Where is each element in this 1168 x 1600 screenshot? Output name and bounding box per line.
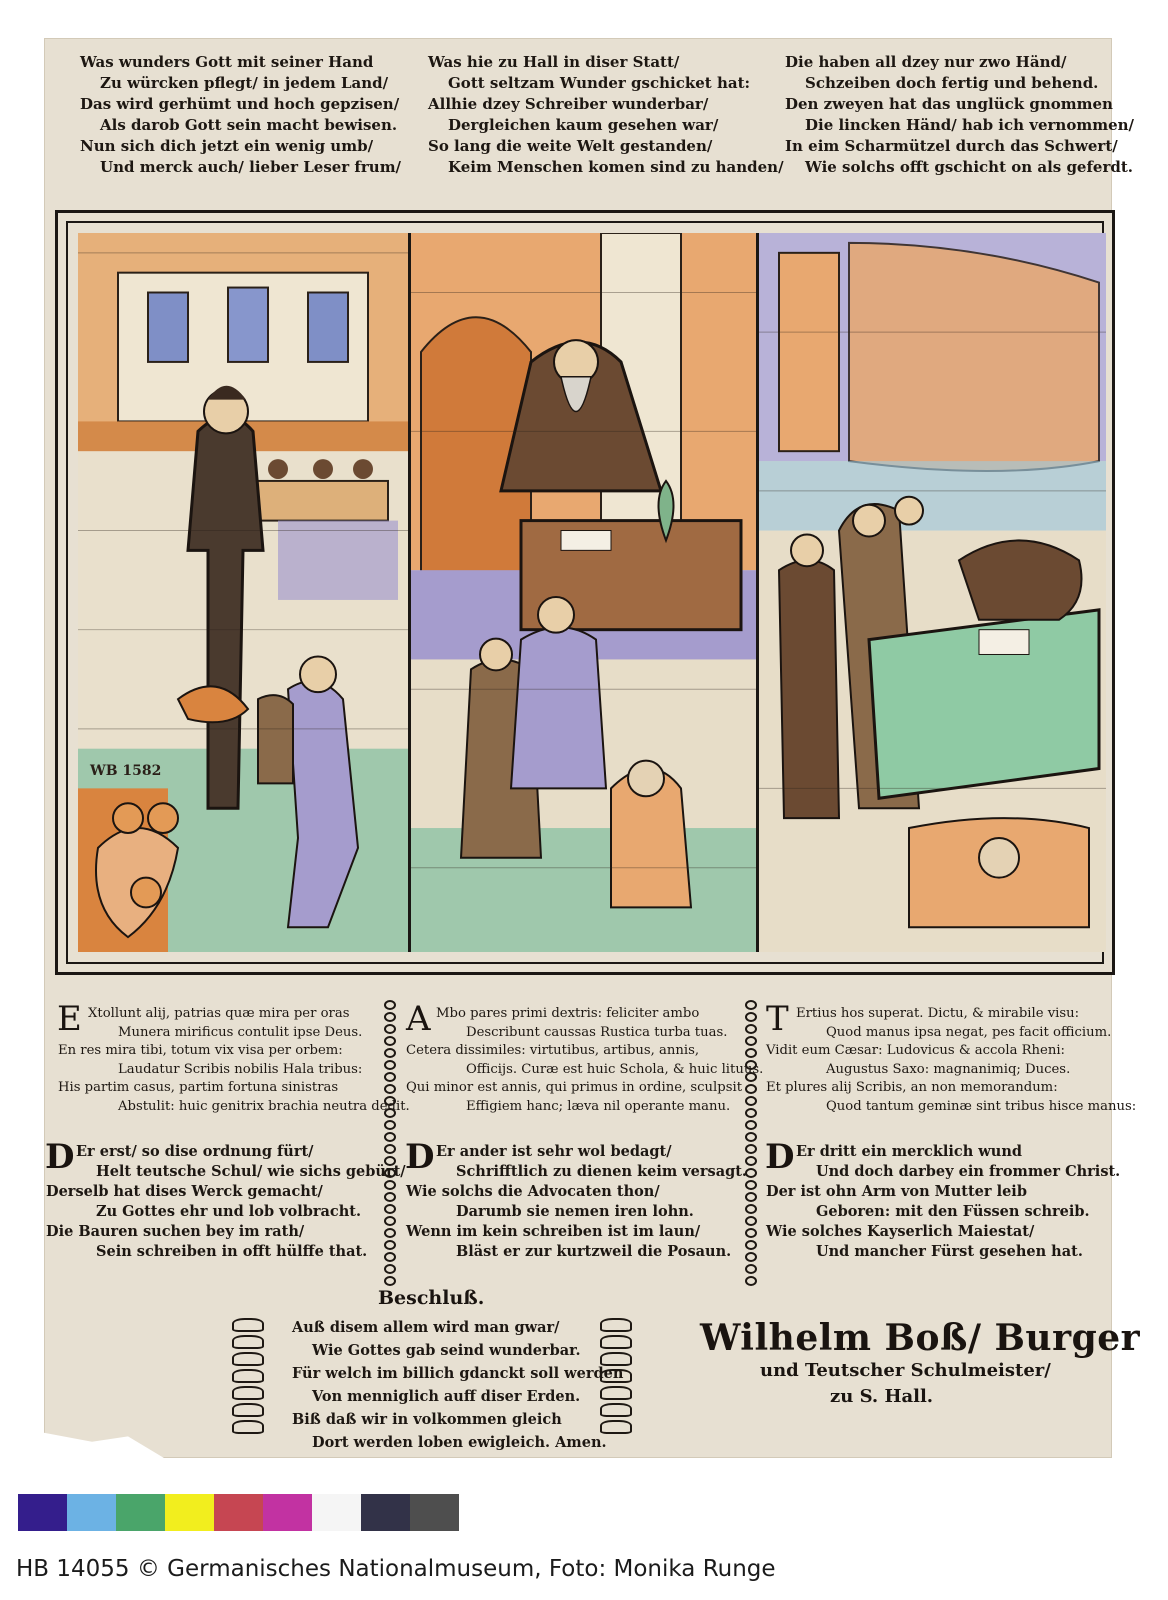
verse-line: His partim casus, partim fortuna sinistras [58, 1080, 339, 1095]
chain-link [384, 1048, 396, 1058]
verse-line: Augustus Saxo: magnanimiq; Duces. [826, 1061, 1071, 1077]
verse-line: Mbo pares primi dextris: feliciter ambo [436, 1006, 700, 1021]
verse-line: Die haben all dzey nur zwo Händ/ [785, 53, 1067, 71]
german-verse-2 [406, 1142, 747, 1262]
author-title: und Teutscher Schulmeister/ [760, 1360, 1051, 1381]
chain-link [745, 1132, 757, 1142]
drop-initial-latin-1: E [57, 999, 82, 1039]
color-swatch [410, 1494, 459, 1531]
verse-line: Ertius hos superat. Dictu, & mirabile visu: [796, 1006, 1080, 1021]
color-swatch [67, 1494, 116, 1531]
verse-line: Cetera dissimiles: virtutibus, artibus, annis, [406, 1043, 700, 1058]
chain-link [745, 1120, 757, 1130]
german-verse-1 [46, 1142, 406, 1262]
verse-line: Helt teutsche Schul/ wie sichs gebürt/ [96, 1163, 406, 1180]
latin-verse-2 [406, 1005, 764, 1116]
verse-line: Den zweyen hat das unglück gnommen [785, 95, 1113, 113]
latin-verse-3 [766, 1005, 1137, 1116]
verse-line: Laudatur Scribis nobilis Hala tribus: [118, 1061, 363, 1077]
verse-line: Xtollunt alij, patrias quæ mira per oras [88, 1006, 350, 1021]
verse-line: En res mira tibi, totum vix visa per orbem: [58, 1043, 343, 1058]
verse-line: Wie solchs die Advocaten thon/ [406, 1183, 660, 1200]
ornament-scroll [232, 1352, 264, 1366]
woodcut-frame [55, 210, 1115, 975]
chain-link [384, 1156, 396, 1166]
verse-line: Was hie zu Hall in diser Statt/ [428, 53, 680, 71]
chain-link [745, 1144, 757, 1154]
verse-line: Keim Menschen komen sind zu handen/ [448, 158, 784, 176]
drop-initial-german-3: D [765, 1137, 795, 1177]
panel-schoolmaster [78, 233, 411, 952]
chain-link [384, 1276, 396, 1286]
chain-link [384, 1228, 396, 1238]
verse-line: Der ist ohn Arm von Mutter leib [766, 1183, 1027, 1200]
verse-line: Nun sich dich jetzt ein wenig umb/ [80, 137, 374, 155]
verse-line: In eim Scharmützel durch das Schwert/ [785, 137, 1118, 155]
color-swatch [214, 1494, 263, 1531]
verse-line: So lang die weite Welt gestanden/ [428, 137, 713, 155]
verse-line: Wie solches Kayserlich Maiestat/ [766, 1223, 1035, 1240]
chain-link [745, 1180, 757, 1190]
conclusion-verse [292, 1316, 623, 1454]
verse-line: Und doch darbey ein frommer Christ. [816, 1163, 1121, 1180]
verse-line: Describunt caussas Rustica turba tuas. [466, 1024, 728, 1040]
color-swatch [116, 1494, 165, 1531]
verse-line: Dort werden loben ewigleich. Amen. [312, 1434, 607, 1451]
verse-line: Er dritt ein mercklich wund [796, 1143, 1023, 1160]
chain-link [384, 1168, 396, 1178]
chain-link [384, 1000, 396, 1010]
chain-link [745, 1012, 757, 1022]
column-divider-left [382, 1000, 398, 1288]
ornament-scroll [232, 1318, 264, 1332]
panel-foot-writer [759, 233, 1106, 952]
chain-link [745, 1036, 757, 1046]
verse-line: Effigiem hanc; læva nil operante manu. [466, 1098, 731, 1114]
chain-link [384, 1084, 396, 1094]
verse-line: Et plures alij Scribis, an non memorandum: [766, 1080, 1058, 1095]
woodcut-inner-border [66, 221, 1104, 964]
chain-link [384, 1180, 396, 1190]
verse-line: Schrifftlich zu dienen keim versagt. [456, 1163, 747, 1180]
verse-line: Quod manus ipsa negat, pes facit officium. [826, 1024, 1112, 1040]
verse-line: Munera mirificus contulit ipse Deus. [118, 1024, 363, 1040]
verse-line: Als darob Gott sein macht bewisen. [100, 116, 398, 134]
chain-link [745, 1048, 757, 1058]
latin-verse-1 [58, 1005, 410, 1116]
verse-line: Wie solchs offt gschicht on als geferdt. [805, 158, 1134, 176]
color-swatch [312, 1494, 361, 1531]
column-divider-right [743, 1000, 759, 1288]
ornament-scroll [232, 1335, 264, 1349]
chain-link [384, 1072, 396, 1082]
verse-line: Officijs. Curæ est huic Schola, & huic lituus. [466, 1061, 764, 1077]
german-verse-3 [766, 1142, 1121, 1262]
chain-link [745, 1108, 757, 1118]
chain-link [384, 1024, 396, 1034]
verse-line: Von menniglich auff diser Erden. [312, 1388, 581, 1405]
verse-line: Derselb hat dises Werck gemacht/ [46, 1183, 323, 1200]
top-verse-1 [80, 52, 401, 178]
conclusion-heading: Beschluß. [378, 1287, 485, 1309]
verse-line: Zu Gottes ehr und lob volbracht. [96, 1203, 362, 1220]
chain-link [384, 1216, 396, 1226]
chain-link [745, 1264, 757, 1274]
chain-link [384, 1036, 396, 1046]
top-verse-3 [785, 52, 1134, 178]
top-verse-2 [428, 52, 784, 178]
verse-line: Zu würcken pflegt/ in jedem Land/ [100, 74, 389, 92]
chain-link [384, 1204, 396, 1214]
verse-line: Für welch im billich gdanckt soll werden [292, 1365, 624, 1382]
verse-line: Was wunders Gott mit seiner Hand [80, 53, 374, 71]
ornament-scroll [232, 1386, 264, 1400]
color-swatch [165, 1494, 214, 1531]
author-signature-block [700, 1317, 1141, 1410]
verse-line: Das wird gerhümt und hoch gepzisen/ [80, 95, 400, 113]
ornament-scroll [232, 1420, 264, 1434]
verse-line: Darumb sie nemen iren lohn. [456, 1203, 694, 1220]
chain-link [745, 1096, 757, 1106]
verse-line: Sein schreiben in offt hülffe that. [96, 1243, 368, 1260]
verse-line: Dergleichen kaum gesehen war/ [448, 116, 719, 134]
chain-link [384, 1132, 396, 1142]
chain-link [745, 1276, 757, 1286]
chain-link [384, 1252, 396, 1262]
chain-link [384, 1120, 396, 1130]
chain-link [384, 1192, 396, 1202]
verse-line: Und merck auch/ lieber Leser frum/ [100, 158, 402, 176]
chain-link [384, 1108, 396, 1118]
verse-line: Er ander ist sehr wol bedagt/ [436, 1143, 672, 1160]
verse-line: Vidit eum Cæsar: Ludovicus & accola Rheni: [766, 1043, 1066, 1058]
schoolmaster-scene [78, 233, 408, 952]
chain-link [745, 1216, 757, 1226]
color-calibration-bar [18, 1494, 459, 1531]
verse-line: Quod tantum geminæ sint tribus hisce manus: [826, 1098, 1137, 1114]
chain-link [384, 1060, 396, 1070]
monogram: WB 1582 [90, 763, 162, 779]
verse-line: Wie Gottes gab seind wunderbar. [312, 1342, 581, 1359]
chain-link [745, 1060, 757, 1070]
chain-link [745, 1204, 757, 1214]
color-swatch [18, 1494, 67, 1531]
chain-link [384, 1012, 396, 1022]
verse-line: Und mancher Fürst gesehen hat. [816, 1243, 1083, 1260]
verse-line: Schzeiben doch fertig und behend. [805, 74, 1099, 92]
verse-line: Die Bauren suchen bey im rath/ [46, 1223, 305, 1240]
ornament-scroll [232, 1403, 264, 1417]
color-swatch [263, 1494, 312, 1531]
chain-link [745, 1252, 757, 1262]
chain-link [745, 1240, 757, 1250]
chain-link [384, 1240, 396, 1250]
panel-advocate [411, 233, 759, 952]
ornament-left [228, 1318, 268, 1437]
verse-line: Qui minor est annis, qui primus in ordine, sculpsit [406, 1080, 742, 1095]
chain-link [745, 1228, 757, 1238]
chain-link [384, 1144, 396, 1154]
verse-line: Auß disem allem wird man gwar/ [292, 1319, 560, 1336]
verse-line: Gott seltzam Wunder gschicket hat: [448, 74, 751, 92]
drop-initial-latin-2: A [406, 999, 431, 1039]
foot-writer-scene [759, 233, 1106, 952]
verse-line: Bläst er zur kurtzweil die Posaun. [456, 1243, 732, 1260]
chain-link [745, 1192, 757, 1202]
verse-line: Allhie dzey Schreiber wunderbar/ [428, 95, 709, 113]
ornament-scroll [232, 1369, 264, 1383]
author-name: Wilhelm Boß/ Burger [700, 1317, 1141, 1359]
color-swatch [361, 1494, 410, 1531]
author-place: zu S. Hall. [830, 1386, 934, 1407]
torn-corner [44, 1422, 164, 1458]
drop-initial-latin-3: T [766, 999, 789, 1039]
chain-link [745, 1156, 757, 1166]
verse-line: Die lincken Händ/ hab ich vernommen/ [805, 116, 1134, 134]
verse-line: Wenn im kein schreiben ist im laun/ [406, 1223, 701, 1240]
verse-line: Biß daß wir in volkommen gleich [292, 1411, 562, 1428]
advocate-scene [411, 233, 756, 952]
chain-link [384, 1264, 396, 1274]
verse-line: Geboren: mit den Füssen schreib. [816, 1203, 1090, 1220]
chain-link [745, 1072, 757, 1082]
drop-initial-german-1: D [45, 1137, 75, 1177]
verse-line: Er erst/ so dise ordnung fürt/ [76, 1143, 314, 1160]
chain-link [745, 1084, 757, 1094]
chain-link [745, 1000, 757, 1010]
photo-credit-caption: HB 14055 © Germanisches Nationalmuseum, Foto: Monika Runge [16, 1556, 776, 1582]
drop-initial-german-2: D [405, 1137, 435, 1177]
verse-line: Abstulit: huic genitrix brachia neutra dedit. [118, 1098, 410, 1114]
chain-link [384, 1096, 396, 1106]
chain-link [745, 1168, 757, 1178]
chain-link [745, 1024, 757, 1034]
